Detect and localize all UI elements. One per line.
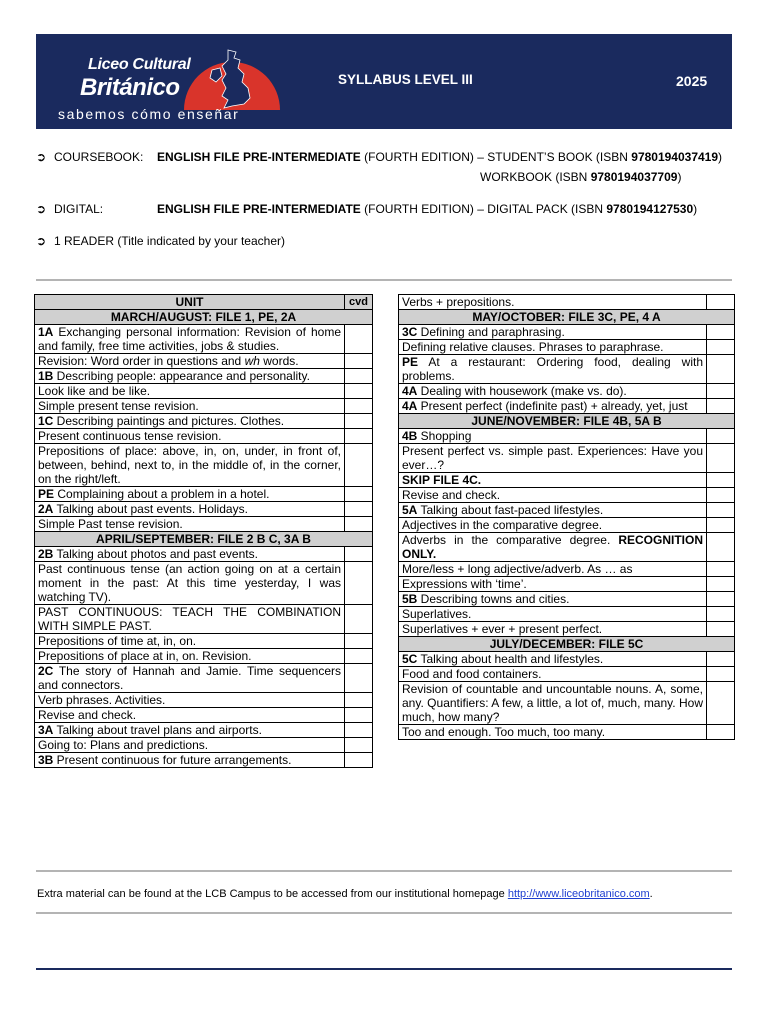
topic-cell bbox=[399, 682, 707, 725]
covered-checkbox[interactable] bbox=[345, 325, 373, 354]
topic-text: More/less + long adjective/adverb. As … as bbox=[402, 562, 633, 576]
topic-cell bbox=[399, 577, 707, 592]
covered-checkbox[interactable] bbox=[345, 634, 373, 649]
table-row bbox=[399, 355, 735, 384]
covered-checkbox[interactable] bbox=[345, 649, 373, 664]
topic-cell bbox=[399, 607, 707, 622]
covered-checkbox[interactable] bbox=[707, 444, 735, 473]
table-row bbox=[399, 667, 735, 682]
covered-checkbox[interactable] bbox=[707, 518, 735, 533]
topic-text: Prepositions of place: above, in, on, under, in front of, between, behind, next to, in the middle of, in the corner, on the right/left. bbox=[38, 444, 341, 486]
topic-text: The story of Hannah and Jamie. Time sequencers and connectors. bbox=[38, 664, 341, 692]
topic-cell bbox=[35, 384, 345, 399]
table-row bbox=[35, 444, 373, 487]
table-row bbox=[399, 429, 735, 444]
topic-cell bbox=[399, 622, 707, 637]
divider bbox=[36, 870, 732, 872]
covered-checkbox[interactable] bbox=[707, 725, 735, 740]
topic-italic: wh bbox=[244, 354, 260, 368]
topic-cell bbox=[35, 693, 345, 708]
table-row bbox=[35, 738, 373, 753]
table-row bbox=[35, 399, 373, 414]
table-row bbox=[35, 562, 373, 605]
topic-text: Talking about photos and past events. bbox=[53, 547, 258, 561]
table-row bbox=[35, 414, 373, 429]
unit-code: 2B bbox=[38, 547, 54, 561]
logo-tagline: sabemos cómo enseñar bbox=[58, 106, 240, 122]
topic-text: Describing towns and cities. bbox=[417, 592, 570, 606]
topic-cell bbox=[35, 547, 345, 562]
covered-checkbox[interactable] bbox=[707, 562, 735, 577]
table-row bbox=[35, 325, 373, 354]
covered-checkbox[interactable] bbox=[345, 664, 373, 693]
topic-text: Simple present tense revision. bbox=[38, 399, 199, 413]
unit-code: 3B bbox=[38, 753, 54, 767]
unit-code: 5A bbox=[402, 503, 418, 517]
topic-text: Revise and check. bbox=[38, 708, 137, 722]
topic-cell bbox=[399, 340, 707, 355]
cvd-header: cvd bbox=[345, 295, 373, 310]
covered-checkbox[interactable] bbox=[345, 487, 373, 502]
coursebook-value: ENGLISH FILE PRE-INTERMEDIATE (FOURTH EDITION) – STUDENT’S BOOK (ISBN 9780194037419) bbox=[157, 150, 723, 164]
topic-cell bbox=[399, 562, 707, 577]
topic-cell bbox=[399, 473, 707, 488]
unit-code: 1B bbox=[38, 369, 54, 383]
covered-checkbox[interactable] bbox=[345, 429, 373, 444]
topic-cell bbox=[399, 488, 707, 503]
table-row bbox=[399, 533, 735, 562]
topic-cell bbox=[35, 708, 345, 723]
workbook-line: WORKBOOK (ISBN 9780194037709) bbox=[480, 170, 682, 184]
topic-text: Adjectives in the comparative degree. bbox=[402, 518, 603, 532]
table-row bbox=[35, 547, 373, 562]
logo-line1: Liceo Cultural bbox=[88, 56, 191, 73]
section-title: MAY/OCTOBER: FILE 3C, PE, 4 A bbox=[399, 310, 735, 325]
covered-checkbox[interactable] bbox=[707, 473, 735, 488]
divider bbox=[36, 279, 732, 281]
topic-text: Complaining about a problem in a hotel. bbox=[54, 487, 270, 501]
table-row bbox=[35, 723, 373, 738]
topic-text: Food and food containers. bbox=[402, 667, 542, 681]
covered-checkbox[interactable] bbox=[707, 607, 735, 622]
covered-checkbox[interactable] bbox=[345, 708, 373, 723]
topic-cell bbox=[35, 429, 345, 444]
syllabus-table-right bbox=[398, 294, 735, 740]
covered-checkbox[interactable] bbox=[707, 429, 735, 444]
topic-text: Present perfect (indefinite past) + already, yet, just bbox=[417, 399, 688, 413]
table-row bbox=[399, 325, 735, 340]
topic-text: At a restaurant: Ordering food, dealing with problems. bbox=[402, 355, 703, 383]
unit-code: PE bbox=[38, 487, 55, 501]
topic-text: Dealing with housework (make vs. do). bbox=[417, 384, 627, 398]
topic-text: Talking about travel plans and airports. bbox=[53, 723, 262, 737]
table-row bbox=[35, 634, 373, 649]
topic-cell bbox=[399, 295, 707, 310]
topic-cell bbox=[399, 384, 707, 399]
logo bbox=[58, 42, 288, 124]
footer-text: Extra material can be found at the LCB Campus to be accessed from our institutional homepage bbox=[37, 888, 508, 900]
year: 2025 bbox=[676, 73, 708, 89]
table-row bbox=[399, 399, 735, 414]
unit-code: 3A bbox=[38, 723, 54, 737]
table-row bbox=[35, 384, 373, 399]
topic-note: RECOGNITION ONLY. bbox=[402, 533, 703, 561]
section-header bbox=[399, 414, 735, 429]
table-row bbox=[35, 487, 373, 502]
topic-cell bbox=[35, 649, 345, 664]
table-row bbox=[399, 577, 735, 592]
topic-cell bbox=[399, 399, 707, 414]
table-row bbox=[399, 592, 735, 607]
topic-cell bbox=[35, 753, 345, 768]
reader-label: 1 READER (Title indicated by your teacher) bbox=[54, 234, 285, 248]
arrow-icon: ➲ bbox=[36, 202, 47, 216]
covered-checkbox[interactable] bbox=[707, 488, 735, 503]
topic-text: Present continuous tense revision. bbox=[38, 429, 222, 443]
topic-cell bbox=[399, 725, 707, 740]
topic-cell bbox=[35, 444, 345, 487]
topic-cell bbox=[399, 503, 707, 518]
topic-text: Talking about past events. Holidays. bbox=[53, 502, 248, 516]
covered-checkbox[interactable] bbox=[345, 738, 373, 753]
covered-checkbox[interactable] bbox=[707, 533, 735, 562]
topic-text: words. bbox=[259, 354, 299, 368]
covered-checkbox[interactable] bbox=[707, 577, 735, 592]
covered-checkbox[interactable] bbox=[707, 399, 735, 414]
topic-text: Verbs + prepositions. bbox=[402, 295, 515, 309]
topic-text: Present continuous for future arrangements. bbox=[53, 753, 292, 767]
section-title: JULY/DECEMBER: FILE 5C bbox=[399, 637, 735, 652]
topic-text: Revision: Word order in questions and bbox=[38, 354, 245, 368]
table-row bbox=[35, 354, 373, 369]
bottom-border bbox=[36, 968, 732, 970]
covered-checkbox[interactable] bbox=[345, 517, 373, 532]
unit-code: 2C bbox=[38, 664, 54, 678]
digital-label: DIGITAL: bbox=[54, 202, 104, 216]
unit-code: 5C bbox=[402, 652, 418, 666]
topic-text: Too and enough. Too much, too many. bbox=[402, 725, 606, 739]
unit-code: 5B bbox=[402, 592, 418, 606]
covered-checkbox[interactable] bbox=[707, 325, 735, 340]
covered-checkbox[interactable] bbox=[707, 592, 735, 607]
topic-cell bbox=[35, 354, 345, 369]
table-row bbox=[399, 384, 735, 399]
table-row bbox=[399, 503, 735, 518]
covered-checkbox[interactable] bbox=[345, 384, 373, 399]
table-row bbox=[399, 488, 735, 503]
table-row bbox=[399, 622, 735, 637]
covered-checkbox[interactable] bbox=[345, 562, 373, 605]
topic-cell bbox=[35, 369, 345, 384]
covered-checkbox[interactable] bbox=[707, 340, 735, 355]
unit-code: 4B bbox=[402, 429, 418, 443]
topic-text: Describing people: appearance and personality. bbox=[53, 369, 310, 383]
page-title: SYLLABUS LEVEL III bbox=[338, 72, 473, 87]
table-row bbox=[399, 473, 735, 488]
topic-cell bbox=[35, 605, 345, 634]
table-row bbox=[35, 664, 373, 693]
topic-text: Adverbs in the comparative degree. bbox=[402, 533, 619, 547]
topic-text: Shopping bbox=[417, 429, 472, 443]
covered-checkbox[interactable] bbox=[345, 753, 373, 768]
syllabus-table-left bbox=[34, 294, 373, 768]
covered-checkbox[interactable] bbox=[345, 414, 373, 429]
covered-checkbox[interactable] bbox=[345, 723, 373, 738]
topic-cell bbox=[399, 429, 707, 444]
table-row bbox=[399, 562, 735, 577]
topic-cell bbox=[399, 325, 707, 340]
table-header bbox=[35, 295, 373, 310]
table-row bbox=[399, 725, 735, 740]
table-row bbox=[399, 607, 735, 622]
table-row bbox=[399, 682, 735, 725]
reader-line bbox=[36, 234, 285, 248]
topic-cell bbox=[399, 355, 707, 384]
table-row bbox=[35, 502, 373, 517]
topic-text: Defining relative clauses. Phrases to paraphrase. bbox=[402, 340, 664, 354]
covered-checkbox[interactable] bbox=[707, 384, 735, 399]
table-row bbox=[35, 693, 373, 708]
topic-text: Talking about health and lifestyles. bbox=[417, 652, 604, 666]
digital-line bbox=[36, 202, 698, 216]
covered-checkbox[interactable] bbox=[707, 355, 735, 384]
topic-cell bbox=[35, 399, 345, 414]
topic-text: PAST CONTINUOUS: TEACH THE COMBINATION WITH SIMPLE PAST. bbox=[38, 605, 341, 633]
topic-cell bbox=[35, 325, 345, 354]
covered-checkbox[interactable] bbox=[345, 354, 373, 369]
topic-text: Look like and be like. bbox=[38, 384, 151, 398]
topic-text: Prepositions of place at in, on. Revision. bbox=[38, 649, 252, 663]
unit-code: 1C bbox=[38, 414, 54, 428]
footer-note: Extra material can be found at the LCB Campus to be accessed from our institutional homepage http://www.liceobritanico.com. bbox=[37, 888, 653, 900]
topic-text: Exchanging personal information: Revision of home and family, free time activities, jobs & studies. bbox=[38, 325, 341, 353]
unit-code: SKIP FILE 4C. bbox=[402, 473, 482, 487]
table-row bbox=[399, 518, 735, 533]
covered-checkbox[interactable] bbox=[345, 502, 373, 517]
topic-text: Simple Past tense revision. bbox=[38, 517, 183, 531]
topic-cell bbox=[399, 444, 707, 473]
unit-code: 3C bbox=[402, 325, 418, 339]
section-header bbox=[35, 532, 373, 547]
topic-cell bbox=[35, 664, 345, 693]
table-row bbox=[35, 429, 373, 444]
unit-code: 4A bbox=[402, 399, 418, 413]
topic-text: Describing paintings and pictures. Clothes. bbox=[53, 414, 285, 428]
table-row bbox=[35, 708, 373, 723]
topic-cell bbox=[35, 502, 345, 517]
covered-checkbox[interactable] bbox=[345, 369, 373, 384]
table-row bbox=[35, 605, 373, 634]
topic-text: Past continuous tense (an action going on at a certain moment in the past: At this time yesterday, I was watching TV). bbox=[38, 562, 341, 604]
topic-cell bbox=[399, 652, 707, 667]
covered-checkbox[interactable] bbox=[707, 667, 735, 682]
table-row bbox=[399, 340, 735, 355]
table-row bbox=[35, 649, 373, 664]
topic-cell bbox=[399, 518, 707, 533]
covered-checkbox[interactable] bbox=[345, 399, 373, 414]
logo-line2: Británico bbox=[80, 74, 180, 101]
unit-code: 1A bbox=[38, 325, 54, 339]
section-header bbox=[399, 637, 735, 652]
topic-text: Verb phrases. Activities. bbox=[38, 693, 166, 707]
topic-cell bbox=[35, 738, 345, 753]
topic-cell bbox=[399, 592, 707, 607]
section-header bbox=[35, 310, 373, 325]
unit-code: 2A bbox=[38, 502, 54, 516]
table-row bbox=[399, 295, 735, 310]
table-row bbox=[35, 517, 373, 532]
topic-cell bbox=[399, 667, 707, 682]
digital-value: ENGLISH FILE PRE-INTERMEDIATE (FOURTH EDITION) – DIGITAL PACK (ISBN 9780194127530) bbox=[157, 202, 698, 216]
covered-checkbox[interactable] bbox=[345, 605, 373, 634]
section-title: MARCH/AUGUST: FILE 1, PE, 2A bbox=[35, 310, 373, 325]
header-banner bbox=[36, 34, 732, 129]
topic-text: Defining and paraphrasing. bbox=[417, 325, 565, 339]
covered-checkbox[interactable] bbox=[345, 444, 373, 487]
covered-checkbox[interactable] bbox=[707, 682, 735, 725]
covered-checkbox[interactable] bbox=[707, 503, 735, 518]
topic-text: Prepositions of time at, in, on. bbox=[38, 634, 197, 648]
covered-checkbox[interactable] bbox=[707, 622, 735, 637]
coursebook-line bbox=[36, 150, 723, 164]
covered-checkbox[interactable] bbox=[345, 693, 373, 708]
divider bbox=[36, 912, 732, 914]
section-title: JUNE/NOVEMBER: FILE 4B, 5A B bbox=[399, 414, 735, 429]
unit-header: UNIT bbox=[35, 295, 345, 310]
topic-text: Present perfect vs. simple past. Experiences: Have you ever…? bbox=[402, 444, 703, 472]
section-header bbox=[399, 310, 735, 325]
topic-text: Expressions with ‘time’. bbox=[402, 577, 527, 591]
topic-text: Superlatives. bbox=[402, 607, 472, 621]
unit-code: PE bbox=[402, 355, 419, 369]
table-row bbox=[35, 369, 373, 384]
table-row bbox=[35, 753, 373, 768]
topic-cell bbox=[35, 723, 345, 738]
uk-map-icon bbox=[206, 48, 256, 110]
topic-text: Going to: Plans and predictions. bbox=[38, 738, 209, 752]
arrow-icon: ➲ bbox=[36, 150, 47, 164]
topic-cell bbox=[399, 533, 707, 562]
topic-cell bbox=[35, 634, 345, 649]
covered-checkbox[interactable] bbox=[707, 295, 735, 310]
topic-cell bbox=[35, 562, 345, 605]
covered-checkbox[interactable] bbox=[345, 547, 373, 562]
table-row bbox=[399, 444, 735, 473]
table-row bbox=[399, 652, 735, 667]
homepage-link[interactable]: http://www.liceobritanico.com bbox=[507, 888, 650, 900]
topic-text: Revision of countable and uncountable nouns. A, some, any. Quantifiers: A few, a little, a lot of, much, many. How much, how many? bbox=[402, 682, 703, 724]
topic-text: Talking about fast-paced lifestyles. bbox=[417, 503, 604, 517]
topic-cell bbox=[35, 487, 345, 502]
unit-code: 4A bbox=[402, 384, 418, 398]
topic-cell bbox=[35, 517, 345, 532]
covered-checkbox[interactable] bbox=[707, 652, 735, 667]
section-title: APRIL/SEPTEMBER: FILE 2 B C, 3A B bbox=[35, 532, 373, 547]
arrow-icon: ➲ bbox=[36, 234, 47, 248]
coursebook-label: COURSEBOOK: bbox=[54, 150, 144, 164]
topic-cell bbox=[35, 414, 345, 429]
topic-text: Superlatives + ever + present perfect. bbox=[402, 622, 603, 636]
topic-text: Revise and check. bbox=[402, 488, 501, 502]
